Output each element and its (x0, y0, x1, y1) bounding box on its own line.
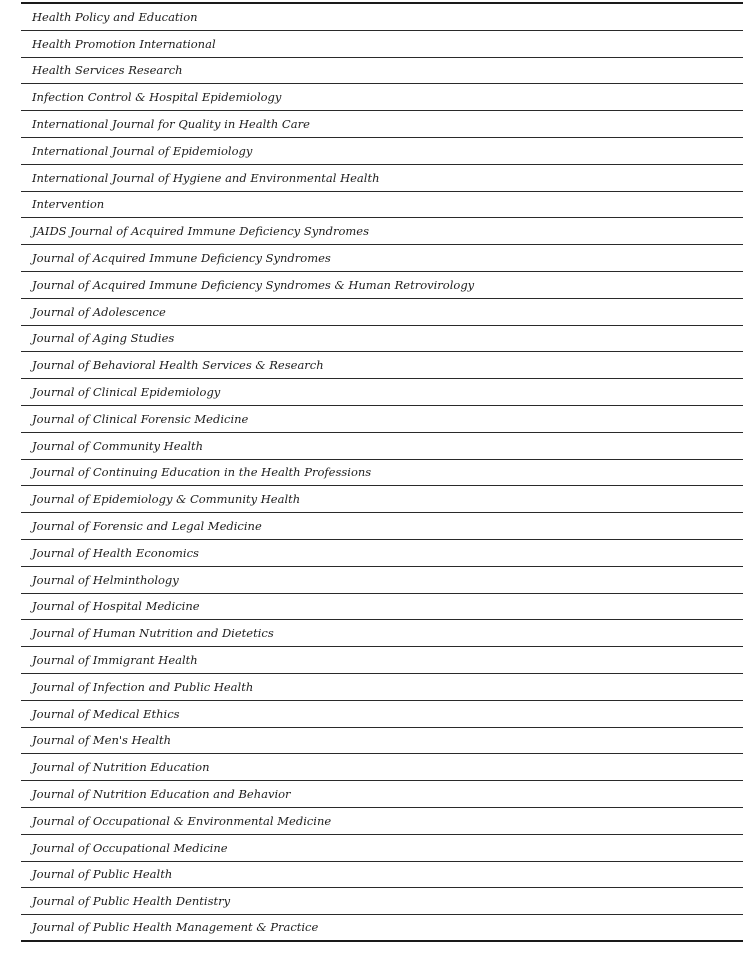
journal-row: International Journal for Quality in Health Care (21, 111, 743, 138)
journal-row: Journal of Forensic and Legal Medicine (21, 513, 743, 540)
journal-row: International Journal of Epidemiology (21, 138, 743, 165)
journal-row: Journal of Epidemiology & Community Health (21, 486, 743, 513)
journal-list (21, 2, 743, 942)
journal-row: Journal of Public Health (21, 862, 743, 889)
journal-row: Journal of Nutrition Education and Behavior (21, 781, 743, 808)
journal-row: Journal of Men's Health (21, 728, 743, 755)
journal-row: Journal of Public Health Management & Practice (21, 915, 743, 942)
journal-row: Journal of Immigrant Health (21, 647, 743, 674)
journal-row: Journal of Infection and Public Health (21, 674, 743, 701)
journal-row: Health Policy and Education (21, 4, 743, 31)
journal-row: Journal of Occupational & Environmental Medicine (21, 808, 743, 835)
journal-row: Journal of Clinical Forensic Medicine (21, 406, 743, 433)
journal-row: Journal of Adolescence (21, 299, 743, 326)
journal-row: Journal of Behavioral Health Services & Research (21, 352, 743, 379)
journal-row: Journal of Aging Studies (21, 326, 743, 353)
journal-row: Journal of Public Health Dentistry (21, 888, 743, 915)
journal-row: Journal of Human Nutrition and Dietetics (21, 620, 743, 647)
journal-row: Journal of Nutrition Education (21, 754, 743, 781)
journal-row: Journal of Clinical Epidemiology (21, 379, 743, 406)
journal-row: Journal of Acquired Immune Deficiency Syndromes (21, 245, 743, 272)
journal-row: Intervention (21, 192, 743, 219)
journal-row: Infection Control & Hospital Epidemiology (21, 84, 743, 111)
journal-row: Health Promotion International (21, 31, 743, 58)
journal-row: Health Services Research (21, 58, 743, 85)
journal-row: Journal of Helminthology (21, 567, 743, 594)
journal-row: Journal of Medical Ethics (21, 701, 743, 728)
journal-row: Journal of Hospital Medicine (21, 594, 743, 621)
journal-row: Journal of Occupational Medicine (21, 835, 743, 862)
journal-row: Journal of Continuing Education in the Health Professions (21, 460, 743, 487)
journal-row: Journal of Community Health (21, 433, 743, 460)
journal-row: Journal of Acquired Immune Deficiency Syndromes & Human Retrovirology (21, 272, 743, 299)
journal-row: JAIDS Journal of Acquired Immune Deficiency Syndromes (21, 218, 743, 245)
journal-row: Journal of Health Economics (21, 540, 743, 567)
journal-row: International Journal of Hygiene and Environmental Health (21, 165, 743, 192)
